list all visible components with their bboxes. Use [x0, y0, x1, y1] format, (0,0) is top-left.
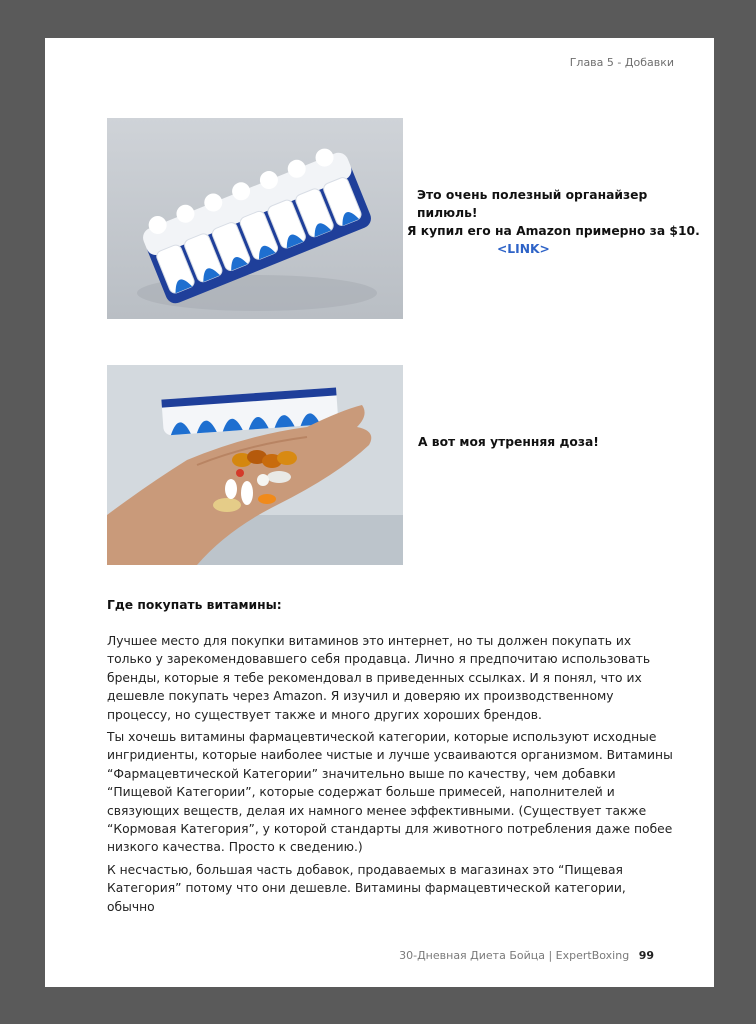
- hand-with-pills-illustration: [107, 365, 403, 565]
- paragraph-text: К несчастью, большая часть добавок, продаваемых в магазинах это “Пищевая Категория” потому что они дешевле. Витамины фармацевтической категории, обычно: [107, 863, 626, 914]
- amazon-link[interactable]: <LINK>: [497, 242, 550, 256]
- paragraph-text: Ты хочешь витамины фармацевтической категории, которые используют исходные ингридиенты, которые наиболее чистые и лучше усваиваются организмом. Витамины “Фармацевтической Категории” значительно выше по качеству, чем добавки “Пищевой Категории”, которые содержат больше примесей, наполнителей и связующих веществ, делая их намного менее эффективными. (Существует также “Кормовая Категория”, у которой стандарты для животного потребления даже побее низкого качества. Просто к сведению.): [107, 730, 673, 855]
- morning-dose-caption: А вот моя утренняя доза!: [418, 435, 599, 449]
- organizer-caption-line2: Я купил его на Amazon примерно за $10.: [407, 224, 700, 238]
- pill-organizer-photo: [107, 118, 403, 319]
- paragraph-text: Лучшее место для покупки витаминов это интернет, но ты должен покупать их только у зарекомендовавшего себя продавца. Лично я предпочитаю использовать бренды, которые я тебе рекомендовал в приведенных ссылках. И я понял, что их дешевле покупать через Amazon. Я изучил и доверяю их производственному процессу, но существует также и много других хороших брендов.: [107, 634, 651, 722]
- document-page: [45, 38, 714, 987]
- section-title: Где покупать витамины:: [107, 598, 282, 612]
- page-number: 99: [638, 949, 654, 962]
- paragraph-1: [107, 632, 673, 730]
- footer-title: 30-Дневная Диета Бойца | ExpertBoxing: [399, 949, 630, 962]
- organizer-caption-line1: Это очень полезный органайзер пилюль!: [417, 188, 648, 220]
- paragraph-2: [107, 728, 673, 863]
- pill-organizer-illustration: [107, 118, 403, 319]
- organizer-caption: [403, 186, 703, 258]
- paragraph-3: [107, 861, 673, 922]
- page-footer: [399, 949, 654, 962]
- chapter-header: Глава 5 - Добавки: [569, 56, 674, 69]
- morning-dose-photo: [107, 365, 403, 565]
